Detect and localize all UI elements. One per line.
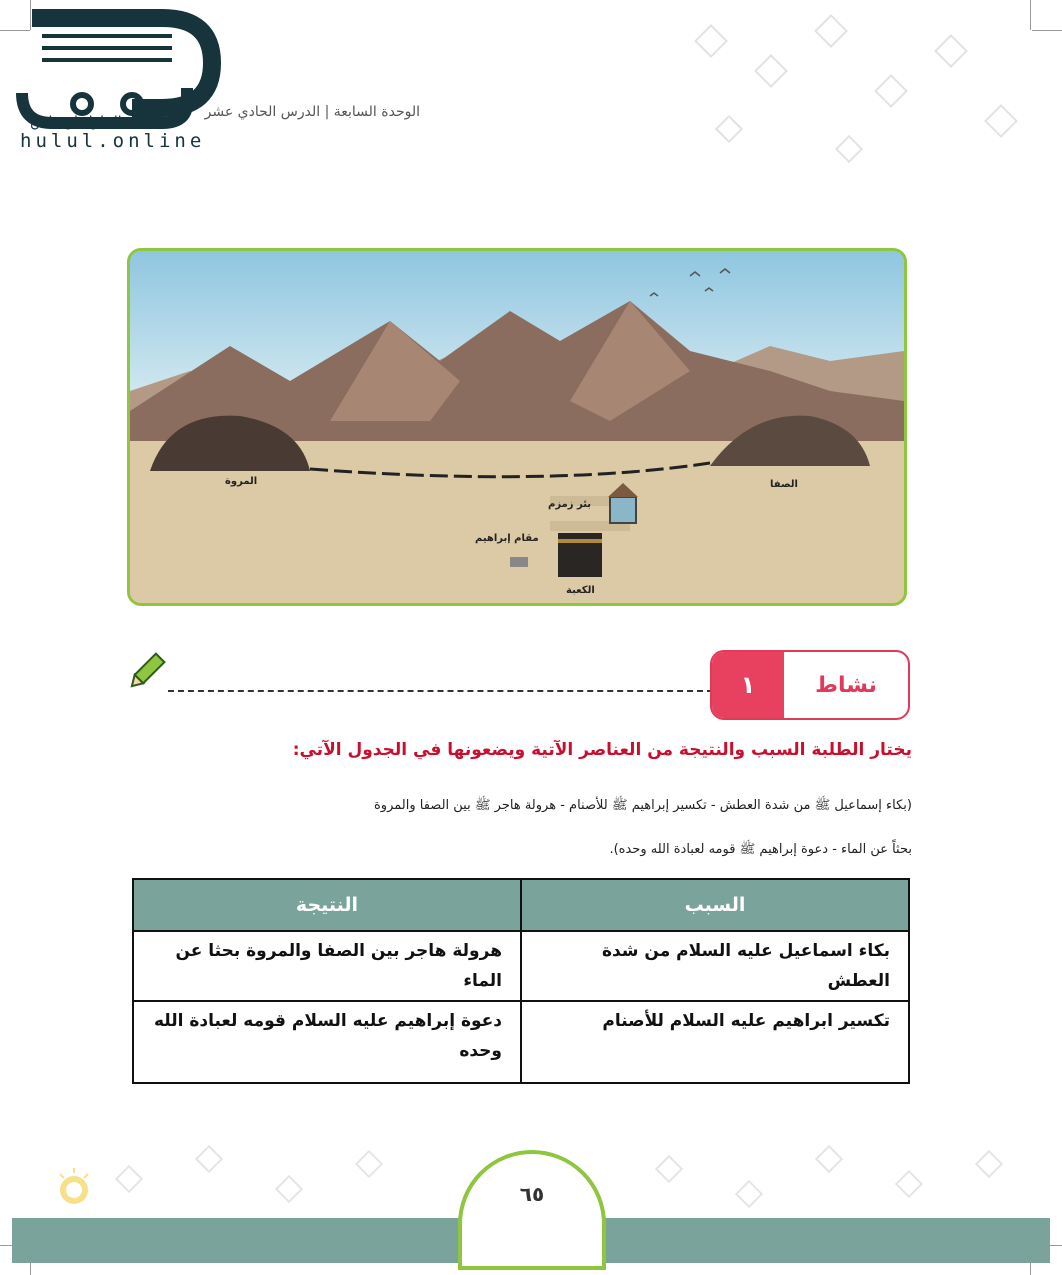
landscape-drawing [130,251,904,603]
cause-header: السبب [521,879,909,931]
effect-cell: هرولة هاجر بين الصفا والمروة بحثا عن الماء [133,931,521,1001]
table-row [133,931,909,1001]
cause-cell: بكاء اسماعيل عليه السلام من شدة العطش [521,931,909,1001]
activity-label: نشاط [815,672,877,698]
logo-latin-text: hulul.online [20,130,206,152]
pencil-icon [126,650,166,694]
activity-number: ١ [712,652,784,718]
safa-label: الصفا [770,479,798,490]
activity-instruction: يختار الطلبة السبب والنتيجة من العناصر الآتية ويضعونها في الجدول الآتي: [292,740,912,760]
logo-arabic-text: الحلول اون لاين [30,114,122,130]
marwa-label: المروة [225,476,258,487]
cause-cell: تكسير ابراهيم عليه السلام للأصنام [521,1001,909,1083]
bulb-icon [56,1168,92,1212]
effect-cell: دعوة إبراهيم عليه السلام قومه لعبادة الله وحده [133,1001,521,1083]
decorative-pattern-top [660,0,1060,200]
maqam-label: مقام إبراهيم [475,533,539,544]
cause-effect-table [132,878,910,1084]
table-row [133,1001,909,1083]
kaaba-icon [558,533,602,577]
items-line-2: بحثاً عن الماء - دعوة إبراهيم ﷺ قومه لعبادة الله وحده). [609,842,912,857]
maqam-ibrahim-icon [510,557,528,567]
items-line-1: (بكاء إسماعيل ﷺ من شدة العطش - تكسير إبراهيم ﷺ للأصنام - هرولة هاجر ﷺ بين الصفا والمروة [374,798,912,813]
page-number: ٦٥ [519,1182,545,1206]
zamzam-label: بئر زمزم [548,499,592,510]
activity-header [710,650,910,720]
kaaba-label: الكعبة [566,585,595,596]
mecca-illustration [127,248,907,606]
dashed-divider [168,690,713,692]
items-list [172,784,912,872]
breadcrumb: الوحدة السابعة | الدرس الحادي عشر [204,104,420,120]
effect-header: النتيجة [133,879,521,931]
